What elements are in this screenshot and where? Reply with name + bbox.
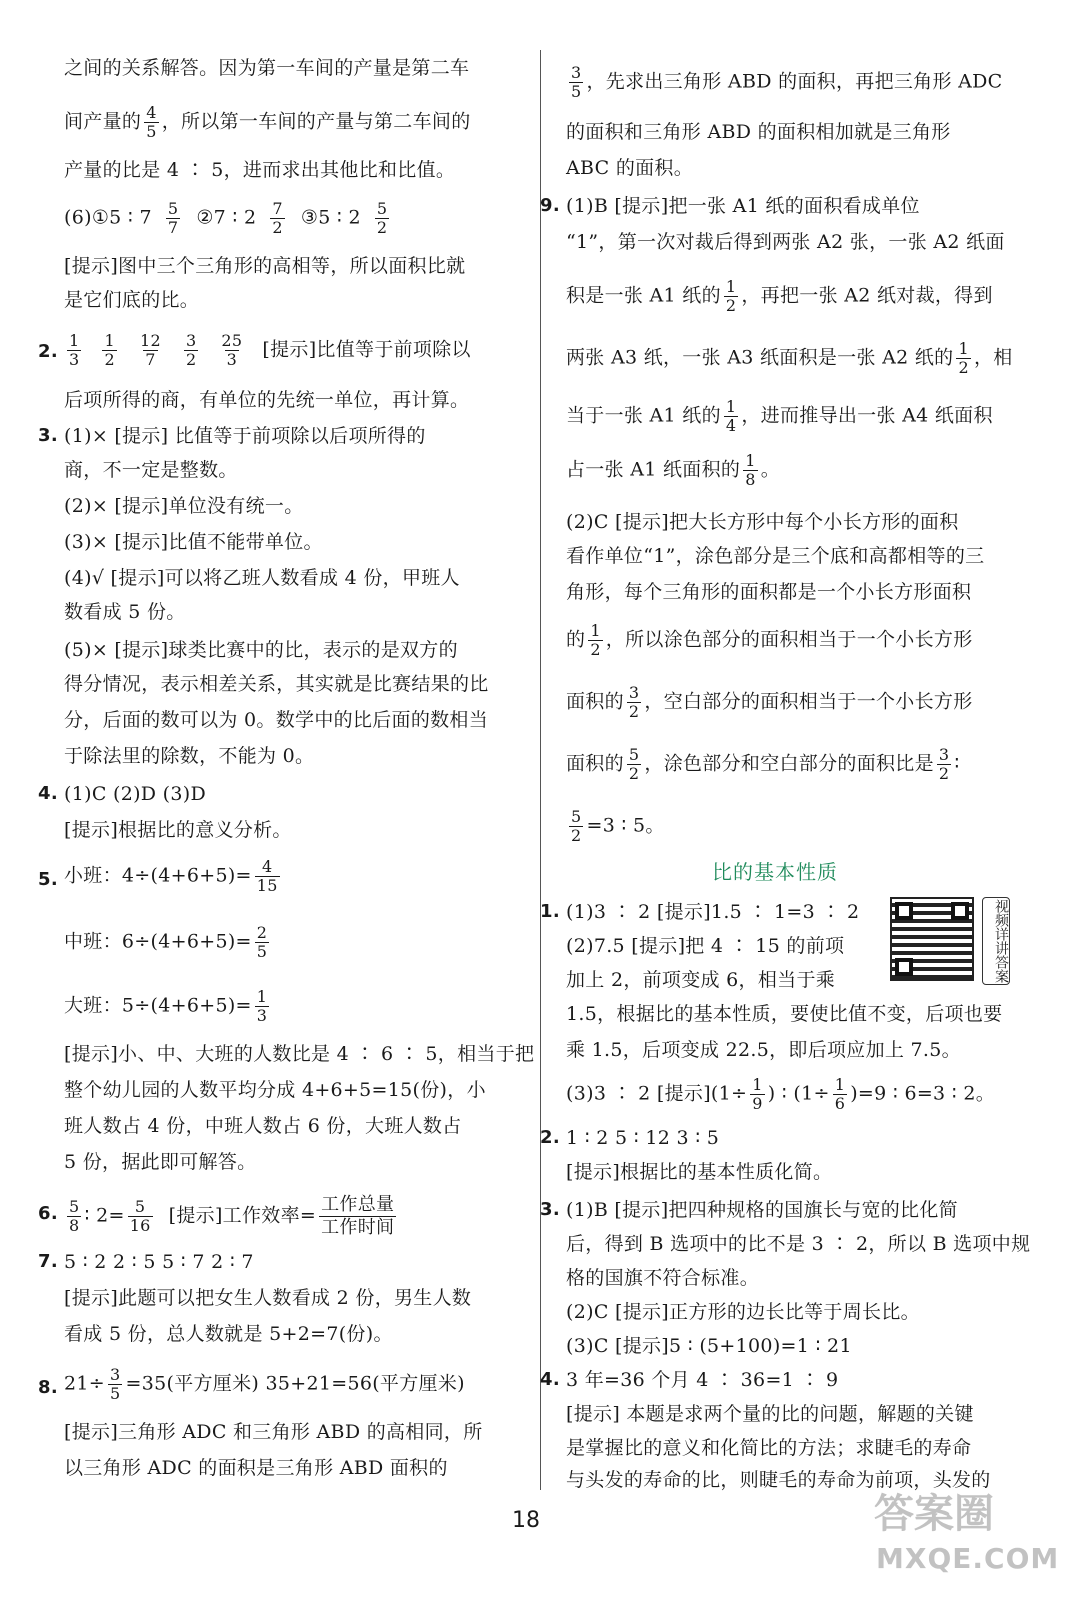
text-line: 1.5，根据比的基本性质，要使比值不变，后项也要: [566, 1003, 1003, 1025]
qr-finder: [951, 902, 969, 920]
section-title: 比的基本性质: [712, 860, 838, 884]
text-line: 面积的 $\frac{5}{2}$ ，涂色部分和空白部分的面积比是 $\frac{3}{2}$ ∶: [566, 745, 960, 783]
question-number: 8.: [38, 1377, 58, 1398]
fraction: $\frac{5}{7}$: [167, 199, 179, 237]
text-line: [提示]图中三个三角形的高相等，所以面积比就: [64, 255, 466, 277]
text-line: (1)× [提示] 比值等于前项除以后项所得的: [64, 425, 426, 447]
page-number: 18: [512, 1508, 540, 1533]
text-line: 看作单位“1”，涂色部分是三个底和高都相等的三: [566, 545, 985, 567]
qr-code[interactable]: [890, 897, 974, 981]
text-line: (1)B [提示]把一张 A1 纸的面积看成单位: [566, 195, 920, 217]
text-line: [提示]根据比的基本性质化简。: [566, 1161, 833, 1183]
text-line: 班人数占 4 份，中班人数占 6 份，大班人数占: [64, 1115, 462, 1137]
text-line: (1)3 ∶ 2 [提示]1.5 ∶ 1=3 ∶ 2: [566, 901, 860, 923]
question-number: 9.: [540, 195, 560, 216]
text-line: 的面积和三角形 ABD 的面积相加就是三角形: [566, 121, 951, 143]
text-line: “1”，第一次对裁后得到两张 A2 张，一张 A2 纸面: [566, 231, 1005, 253]
text-line: 1 ∶ 2 5 ∶ 12 3 ∶ 5: [566, 1127, 720, 1149]
text-line: 积是一张 A1 纸的 $\frac{1}{2}$ ，再把一张 A2 纸对裁，得到: [566, 277, 993, 315]
text-line: 加上 2，前项变成 6，相当于乘: [566, 969, 836, 991]
question-number: 5.: [38, 869, 58, 890]
text-line: (2)C [提示]正方形的边长比等于周长比。: [566, 1301, 920, 1323]
text-line: 是掌握比的意义和化简比的方法；求睫毛的寿命: [566, 1437, 972, 1459]
text-line: 商，不一定是整数。: [64, 459, 238, 481]
text-line: 后，得到 B 选项中的比不是 3 ∶ 2，所以 B 选项中规: [566, 1233, 1031, 1255]
text-line: 的 $\frac{1}{2}$ ，所以涂色部分的面积相当于一个小长方形: [566, 621, 973, 659]
text-line: $\frac{1}{3}$ $\frac{1}{2}$ $\frac{12}{7}$ $\frac{3}{2}$ $\frac{25}{3}$ [提示]比值等于前项除以: [69, 331, 471, 369]
column-divider: [540, 50, 541, 1490]
text-line: (2)7.5 [提示]把 4 ∶ 15 的前项: [566, 935, 845, 957]
text-line: (1)C (2)D (3)D: [64, 783, 207, 805]
fraction: $\frac{5}{2}$: [376, 199, 388, 237]
text-line: (6)①5 ∶ 7 $\frac{5}{7}$ ②7 ∶ 2 $\frac{7}{2}$ ③5 ∶ 2 $\frac{5}{2}$: [64, 199, 388, 237]
qr-finder: [895, 902, 913, 920]
text-line: 以三角形 ADC 的面积是三角形 ABD 面积的: [64, 1457, 448, 1479]
text-line: [提示]此题可以把女生人数看成 2 份，男生人数: [64, 1287, 472, 1309]
text-line: 5 ∶ 2 2 ∶ 5 5 ∶ 7 2 ∶ 7: [64, 1251, 254, 1273]
text-line: [提示]三角形 ADC 和三角形 ABD 的高相同，所: [64, 1421, 483, 1443]
text-line: $\frac{3}{5}$ ，先求出三角形 ABD 的面积，再把三角形 ADC: [571, 63, 1003, 101]
fraction: $\frac{4}{5}$: [146, 103, 157, 141]
watermark-url: MXQE.COM: [876, 1542, 1060, 1575]
text-line: 当于一张 A1 纸的 $\frac{1}{4}$ ，进而推导出一张 A4 纸面积: [566, 397, 993, 435]
text-line: (2)C [提示]把大长方形中每个小长方形的面积: [566, 511, 959, 533]
text-line: (5)× [提示]球类比赛中的比，表示的是双方的: [64, 639, 458, 661]
text-line: 中班：6÷(4+6+5)= $\frac{2}{5}$: [64, 923, 268, 961]
text-line: 数看成 5 份。: [64, 601, 186, 623]
text-line: 于除法里的除数，不能为 0。: [64, 745, 315, 767]
text-line: 21÷ $\frac{3}{5}$ =35(平方厘米) 35+21=56(平方厘米): [64, 1365, 465, 1403]
text-line: 5 份，据此即可解答。: [64, 1151, 257, 1173]
question-number: 7.: [38, 1251, 58, 1272]
text-line: [提示]小、中、大班的人数比是 4 ∶ 6 ∶ 5，相当于把: [64, 1043, 535, 1065]
text-line: 看成 5 份，总人数就是 5+2=7(份)。: [64, 1323, 393, 1345]
text-line: $\frac{5}{2}$ =3 ∶ 5。: [571, 807, 665, 845]
text-line: $\frac{5}{8}$ ∶ 2= $\frac{5}{16}$ [提示]工作效率= $\frac{\text{工作总量}}{\text{工作时间}}$: [69, 1194, 395, 1238]
text-line: ABC 的面积。: [566, 157, 694, 179]
text-line: 3 年=36 个月 4 ∶ 36=1 ∶ 9: [566, 1369, 839, 1391]
text-line: 乘 1.5，后项变成 22.5，即后项应加上 7.5。: [566, 1039, 961, 1061]
question-number: 3.: [38, 425, 58, 446]
text-line: 大班：5÷(4+6+5)= $\frac{1}{3}$: [64, 987, 268, 1025]
watermark-logo-text: 答案圈: [874, 1491, 994, 1537]
watermark: [874, 1480, 1060, 1590]
text-line: (1)B [提示]把四种规格的国旗长与宽的比化简: [566, 1199, 958, 1221]
text-line: 产量的比是 4 ∶ 5，进而求出其他比和比值。: [64, 159, 456, 181]
text-line: (3)3 ∶ 2 [提示](1÷ $\frac{1}{9}$ ) ∶ (1÷ $\frac{1}{6}$ )=9 ∶ 6=3 ∶ 2。: [566, 1075, 996, 1113]
text-line: 间产量的 $\frac{4}{5}$ ，所以第一车间的产量与第二车间的: [64, 103, 471, 141]
text-line: [提示] 本题是求两个量的比的问题，解题的关键: [566, 1403, 974, 1425]
text-line: 分，后面的数可以为 0。数学中的比后面的数相当: [64, 709, 489, 731]
text-line: 格的国旗不符合标准。: [566, 1267, 760, 1289]
text-line: 之间的关系解答。因为第一车间的产量是第二车: [64, 57, 470, 79]
question-number: 6.: [38, 1203, 58, 1224]
question-number: 3.: [540, 1199, 560, 1220]
text-line: 占一张 A1 纸面积的 $\frac{1}{8}$ 。: [566, 451, 780, 489]
text-line: 得分情况，表示相差关系，其实就是比赛结果的比: [64, 673, 489, 695]
text-line: (3)× [提示]比值不能带单位。: [64, 531, 323, 553]
text-line: (3)C [提示]5 ∶ (5+100)=1 ∶ 21: [566, 1335, 852, 1357]
question-number: 4.: [540, 1369, 560, 1390]
text-line: [提示]根据比的意义分析。: [64, 819, 292, 841]
fraction: $\frac{7}{2}$: [272, 199, 283, 237]
qr-finder: [895, 958, 913, 976]
qr-label: 视频详讲答案: [982, 897, 1010, 985]
text-line: (4)√ [提示]可以将乙班人数看成 4 份，甲班人: [64, 567, 460, 589]
text-line: (2)× [提示]单位没有统一。: [64, 495, 304, 517]
text-line: 后项所得的商，有单位的先统一单位，再计算。: [64, 389, 470, 411]
text-line: 两张 A3 纸，一张 A3 纸面积是一张 A2 纸的 $\frac{1}{2}$ ，相: [566, 339, 1013, 377]
question-number: 2.: [38, 341, 58, 362]
question-number: 4.: [38, 783, 58, 804]
question-number: 1.: [540, 901, 560, 922]
text-line: 角形，每个三角形的面积都是一个小长方形面积: [566, 581, 972, 603]
text-line: 与头发的寿命的比，则睫毛的寿命为前项，头发的: [566, 1469, 991, 1491]
text-line: 小班：4÷(4+6+5)= $\frac{4}{15}$: [64, 857, 278, 895]
text-line: 整个幼儿园的人数平均分成 4+6+5=15(份)，小: [64, 1079, 486, 1101]
text-line: 是它们底的比。: [64, 289, 200, 311]
question-number: 2.: [540, 1127, 560, 1148]
text-line: 面积的 $\frac{3}{2}$ ，空白部分的面积相当于一个小长方形: [566, 683, 973, 721]
